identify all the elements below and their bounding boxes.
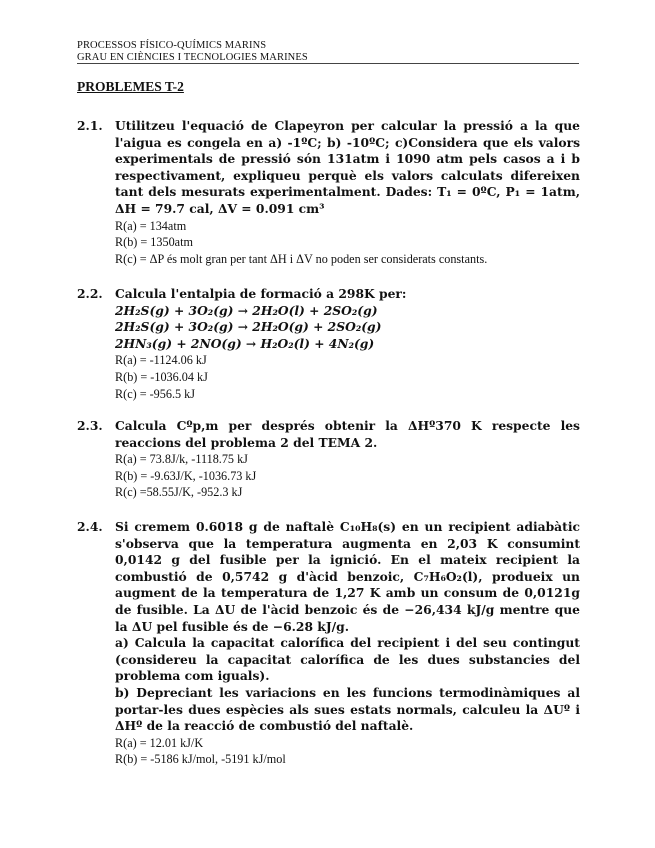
problem-question: Utilitzeu l'equació de Clapeyron per calcular la pressió a la que l'aigua es congela en a) -1ºC; b) -10ºC; c)Considera que els valors experimentals de pressió són 131atm i 1090 atm pels casos a i b respectivament, expliqueu perquè els valors calculats difereixen tant dels mesurats experimentalment. Dades: T₁ = 0ºC, P₁ = 1atm, ΔH = 79.7 cal, ΔV = 0.091 cm³ [115,118,580,216]
answer-b: R(b) = -5186 kJ/mol, -5191 kJ/mol [115,752,286,767]
problem-question: Calcula l'entalpia de formació a 298K per: [115,286,407,301]
answer-a: R(a) = 134atm [115,218,187,233]
problem-part-a: a) Calcula la capacitat calorífica del recipient i del seu contingut (considereu la capacitat calorífica de les dues substancies del problema com iguals). [115,635,580,684]
answer-b: R(b) = -1036.04 kJ [115,369,208,384]
answer-c: R(c) =58.55J/K, -952.3 kJ [115,485,243,500]
document-title: PROBLEMES T-2 [77,79,184,94]
answer-c: R(c) = ΔP és molt gran per tant ΔH i ΔV no poden ser considerats constants. [115,251,488,266]
page-header [77,40,579,64]
answer-b: R(b) = -9.63J/K, -1036.73 kJ [115,468,257,483]
problem-2-1 [77,118,580,267]
answer-b: R(b) = 1350atm [115,235,193,250]
problem-number: 2.4. [77,519,103,534]
problem-question: Si cremem 0.6018 g de naftalè C₁₀H₈(s) en un recipient adiabàtic s'observa que la temperatura augmenta en 2,03 K consumint 0,0142 g del fusible per la ignició. En el mateix recipient la combustió de 0,5742 g d'àcid benzoic, C₇H₆O₂(l), produeix un augment de la temperatura de 1,27 K amb un consum de 0,0121g de fusible. La ΔU de l'àcid benzoic és de −26,434 kJ/g mentre que la ΔU pel fusible és de −6.28 kJ/g. [115,519,580,634]
problem-2-2 [77,286,580,402]
problem-2-3 [77,418,580,501]
problem-2-4 [77,519,580,768]
answer-a: R(a) = 12.01 kJ/K [115,735,204,750]
problem-number: 2.1. [77,118,103,133]
course-title: PROCESSOS FÍSICO-QUÍMICS MARINS [77,40,267,51]
problem-question: Calcula Cºp,m per després obtenir la ΔHº370 K respecte les reaccions del problema 2 del TEMA 2. [115,418,580,450]
reaction-equation-a: 2H₂S(g) + 3O₂(g) → 2H₂O(l) + 2SO₂(g) [115,302,378,318]
reaction-equation-c: 2HN₃(g) + 2NO(g) → H₂O₂(l) + 4N₂(g) [115,335,375,351]
problem-number: 2.3. [77,418,103,433]
header-rule [77,63,579,64]
reaction-equation-b: 2H₂S(g) + 3O₂(g) → 2H₂O(g) + 2SO₂(g) [115,319,382,335]
answer-c: R(c) = -956.5 kJ [115,386,195,401]
answer-a: R(a) = 73.8J/k, -1118.75 kJ [115,452,248,467]
problem-number: 2.2. [77,286,103,301]
answer-a: R(a) = -1124.06 kJ [115,353,207,368]
problem-part-b: b) Depreciant les variacions en les funcions termodinàmiques al portar-les dues espècies als sues estats normals, calculeu la ΔUº i ΔHº de la reacció de combustió del naftalè. [115,684,580,734]
degree-title: GRAU EN CIÈNCIES I TECNOLOGIES MARINES [77,52,308,63]
